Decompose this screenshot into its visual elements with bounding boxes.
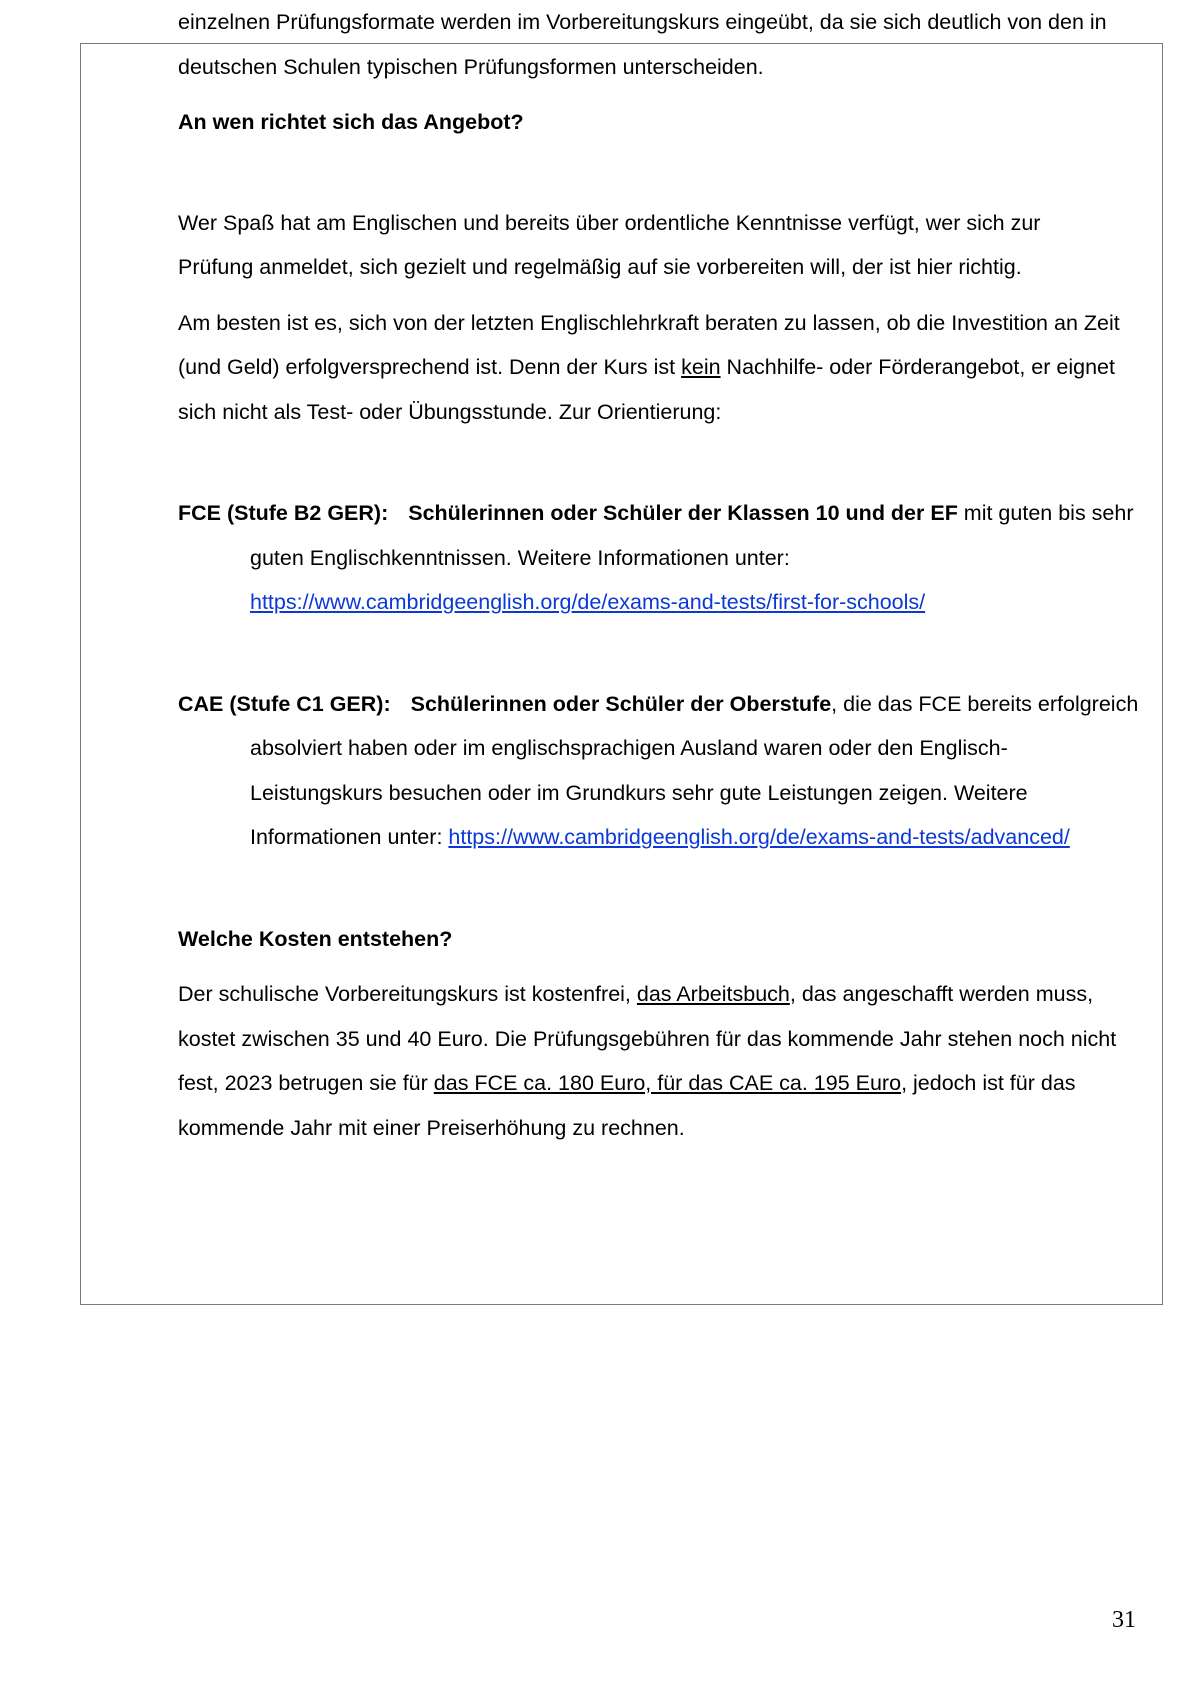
text-run: , das angeschafft werden muss, [789, 982, 1094, 1006]
paragraph-line [178, 1061, 1160, 1106]
fce-link-line [178, 580, 1160, 625]
underlined-text: das FCE ca. 180 Euro, für das CAE ca. 195 Euro [433, 1071, 902, 1095]
fce-entry [178, 491, 1160, 536]
text-run: , die das FCE bereits erfolgreich [831, 691, 1139, 716]
paragraph-line [178, 345, 1160, 390]
fce-label: FCE (Stufe B2 GER): [178, 501, 389, 525]
paragraph-line: Am besten ist es, sich von der letzten Englischlehrkraft beraten zu lassen, ob die Investition an Zeit [178, 310, 1120, 335]
paragraph-line: kommende Jahr mit einer Preiserhöhung zu rechnen. [178, 1115, 685, 1140]
heading-audience: An wen richtet sich das Angebot? [178, 110, 524, 134]
cae-line: absolviert haben oder im englischsprachigen Ausland waren oder den Englisch- [250, 736, 1008, 760]
text-run: fest, 2023 betrugen sie für [178, 1071, 434, 1095]
underlined-text: das Arbeitsbuch [636, 982, 790, 1006]
page-number: 31 [1112, 1607, 1136, 1633]
cae-link[interactable]: https://www.cambridgeenglish.org/de/exams-and-tests/advanced/ [448, 825, 1070, 849]
fce-audience: Schülerinnen oder Schüler der Klassen 10 und der EF [408, 501, 958, 525]
paragraph-line: sich nicht als Test- oder Übungsstunde. Zur Orientierung: [178, 399, 722, 424]
text-run: Informationen unter: [250, 825, 449, 849]
underlined-text: kein [681, 355, 721, 379]
cae-link-line [178, 815, 1160, 860]
cae-entry [178, 682, 1160, 727]
intro-line: deutschen Schulen typischen Prüfungsformen unterscheiden. [178, 54, 764, 79]
paragraph-line: Prüfung anmeldet, sich gezielt und regelmäßig auf sie vorbereiten will, der ist hier richtig. [178, 255, 1022, 279]
cae-line: Leistungskurs besuchen oder im Grundkurs sehr gute Leistungen zeigen. Weitere [250, 780, 1028, 805]
document-body [178, 0, 1160, 1150]
intro-line: einzelnen Prüfungsformate werden im Vorbereitungskurs eingeübt, da sie sich deutlich von den in [178, 10, 1107, 34]
paragraph-line: kostet zwischen 35 und 40 Euro. Die Prüfungsgebühren für das kommende Jahr stehen noch nicht [178, 1026, 1117, 1051]
text-run: , jedoch ist für das [901, 1071, 1076, 1095]
text-run: Nachhilfe- oder Förderangebot, er eignet [720, 355, 1115, 379]
heading-costs: Welche Kosten entstehen? [178, 926, 453, 951]
paragraph-line: Wer Spaß hat am Englischen und bereits über ordentliche Kenntnisse verfügt, wer sich zur [178, 210, 1041, 235]
text-run: mit guten bis sehr [957, 501, 1134, 525]
fce-line: guten Englischkenntnissen. Weitere Informationen unter: [250, 545, 790, 570]
text-run: (und Geld) erfolgversprechend ist. Denn der Kurs ist [178, 355, 682, 379]
cae-audience: Schülerinnen oder Schüler der Oberstufe [410, 691, 832, 716]
cae-label: CAE (Stufe C1 GER): [178, 691, 391, 716]
fce-link[interactable]: https://www.cambridgeenglish.org/de/exams-and-tests/first-for-schools/ [250, 590, 926, 614]
text-run: Der schulische Vorbereitungskurs ist kostenfrei, [178, 982, 637, 1006]
paragraph-line [178, 972, 1160, 1017]
